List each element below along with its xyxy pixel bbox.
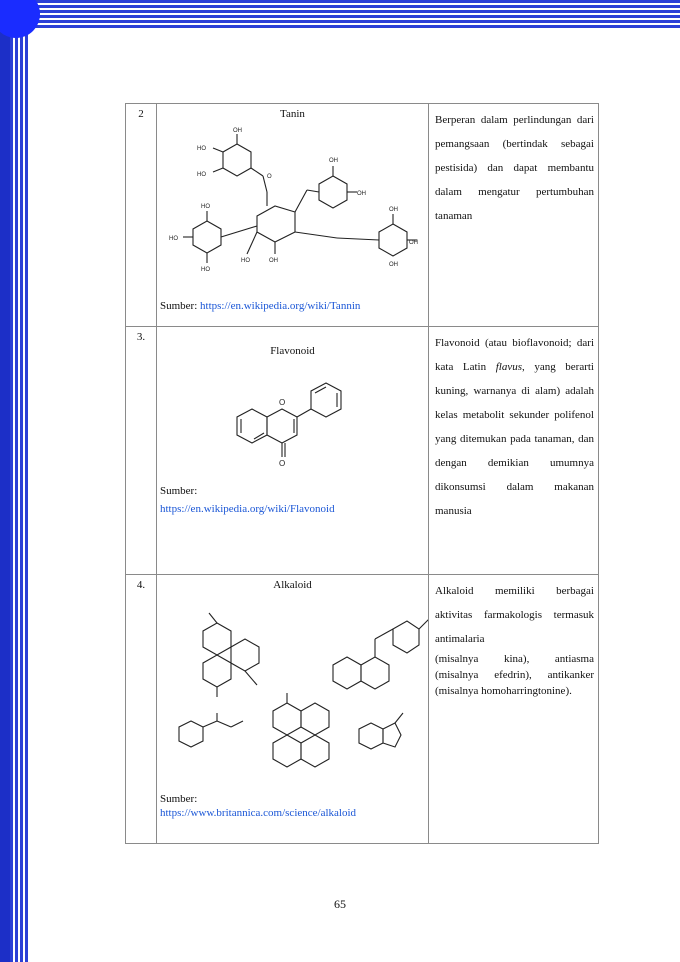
svg-text:HO: HO xyxy=(197,172,206,178)
italic-latin-word: flavus xyxy=(495,361,522,373)
svg-text:HO: HO xyxy=(201,204,210,210)
svg-text:OH: OH xyxy=(233,128,242,134)
table-row-tanin xyxy=(126,104,599,327)
table-row-flavonoid xyxy=(126,327,599,575)
source-label: Sumber: xyxy=(160,793,198,805)
description-text-part2: (misalnya kina), antiasma (misalnya efedrin), antikanker (misalnya homoharringtonine). xyxy=(435,653,594,697)
description-text: Flavonoid (atau bioflavonoid; dari kata Latin flavus, yang berarti kuning, warnanya di alam) adalah kelas metabolit sekunder polifenol yang ditemukan pada tanaman, dan dengan demikian umumnya dikonsumsi dalam makanan manusia xyxy=(435,337,594,517)
description-cell xyxy=(429,327,599,575)
source-line xyxy=(160,485,335,515)
svg-text:HO: HO xyxy=(197,146,206,152)
row-number: 2 xyxy=(126,104,157,327)
description-text-part1: Alkaloid memiliki berbagai aktivitas farmakologis termasuk antimalaria xyxy=(435,585,594,645)
structure-cell xyxy=(157,575,429,844)
compound-title: Tanin xyxy=(280,108,305,120)
left-decorative-bar-solid xyxy=(0,0,10,962)
description-text: Berperan dalam perlindungan dari pemangsaan (bertindak sebagai pestisida) dan dapat membantu dalam mengatur pertumbuhan tanaman xyxy=(435,114,594,222)
structure-cell xyxy=(157,327,429,575)
svg-text:OH: OH xyxy=(389,207,398,213)
alkaloid-structures-image xyxy=(157,593,428,778)
svg-text:OH: OH xyxy=(357,191,366,197)
svg-text:HO: HO xyxy=(241,258,250,264)
svg-text:O: O xyxy=(279,398,286,407)
flavonoid-structure-image xyxy=(157,369,428,489)
structure-cell xyxy=(157,104,429,327)
source-link[interactable]: https://en.wikipedia.org/wiki/Flavonoid xyxy=(160,503,335,515)
svg-text:OH: OH xyxy=(389,262,398,268)
source-label: Sumber: xyxy=(160,485,198,497)
row-number: 4. xyxy=(126,575,157,844)
page-number: 65 xyxy=(334,897,346,911)
table-row-alkaloid xyxy=(126,575,599,844)
source-link[interactable]: https://en.wikipedia.org/wiki/Tannin xyxy=(200,300,361,312)
svg-text:O: O xyxy=(279,459,286,468)
tannin-structure-image xyxy=(157,126,428,296)
source-label: Sumber: xyxy=(160,300,198,312)
svg-text:O: O xyxy=(267,174,272,180)
source-line xyxy=(160,300,360,312)
svg-text:OH: OH xyxy=(409,240,418,246)
svg-text:HO: HO xyxy=(169,236,178,242)
corner-decorative-circle xyxy=(0,0,40,38)
compound-title: Alkaloid xyxy=(273,579,312,591)
svg-text:OH: OH xyxy=(269,258,278,264)
source-link[interactable]: https://www.britannica.com/science/alkaloid xyxy=(160,807,357,819)
compound-table xyxy=(125,103,599,844)
description-cell xyxy=(429,575,599,844)
compound-title: Flavonoid xyxy=(270,345,315,357)
svg-text:HO: HO xyxy=(201,267,210,273)
row-number: 3. xyxy=(126,327,157,575)
top-decorative-bar xyxy=(0,0,680,30)
source-line xyxy=(160,793,356,819)
description-cell xyxy=(429,104,599,327)
svg-text:OH: OH xyxy=(329,158,338,164)
